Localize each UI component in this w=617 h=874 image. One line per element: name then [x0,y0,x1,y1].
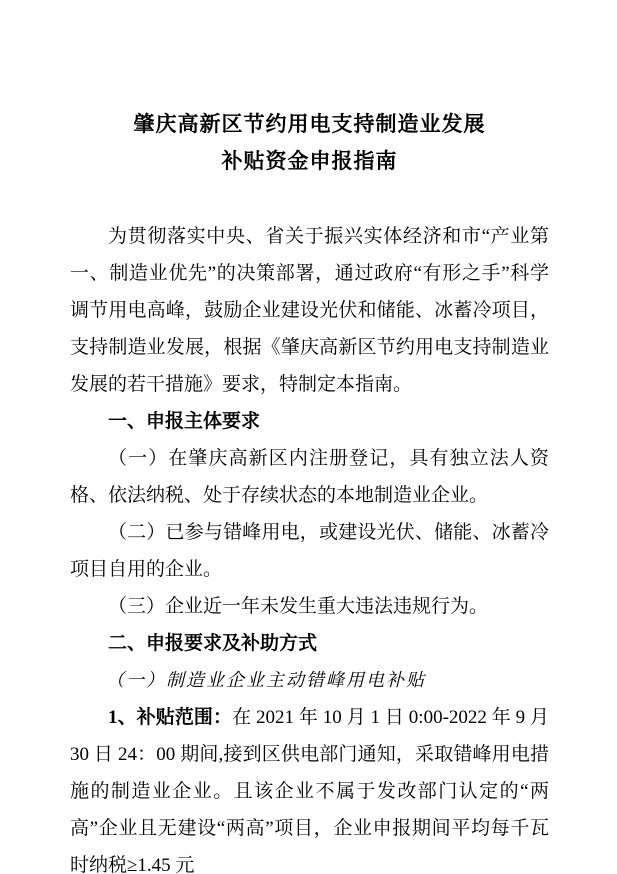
intro-paragraph: 为贯彻落实中央、省关于振兴实体经济和市“产业第一、制造业优先”的决策部署，通过政府“有形之手”科学调节用电高峰，鼓励企业建设光伏和储能、冰蓄冷项目，支持制造业发展，根据《肇庆高新区节约用电支持制造业发展的若干措施》要求，特制定本指南。 [70,226,549,395]
requirement-item-1: （一）在肇庆高新区内注册登记，具有独立法人资格、依法纳税、处于存续状态的本地制造业企业。 [70,448,549,506]
subsidy-scope-paragraph: 1、补贴范围：在 2021 年 10 月 1 日 0:00-2022 年 9 月 30 日 24：00 期间,接到区供电部门通知，采取错峰用电措施的制造业企业。且该企业不属于发改部门认定的“两高”企业且无建设“两高”项目，企业申报期间平均每千瓦时纳税≥1.45 元 [70,707,549,874]
document-title-line2: 补贴资金申报指南 [221,149,398,173]
section-heading-1: 一、申报主体要求 [108,411,261,432]
section-heading-2: 二、申报要求及补助方式 [108,633,318,654]
requirement-item-2: （二）已参与错峰用电，或建设光伏、储能、冰蓄冷项目自用的企业。 [70,522,549,580]
paragraph-lead: 1、补贴范围： [108,707,233,728]
document-body [70,218,549,874]
requirement-item-3: （三）企业近一年未发生重大违法违规行为。 [108,596,489,617]
document-title-line1: 肇庆高新区节约用电支持制造业发展 [133,112,486,136]
subsection-heading: （一）制造业企业主动错峰用电补贴 [106,670,426,690]
